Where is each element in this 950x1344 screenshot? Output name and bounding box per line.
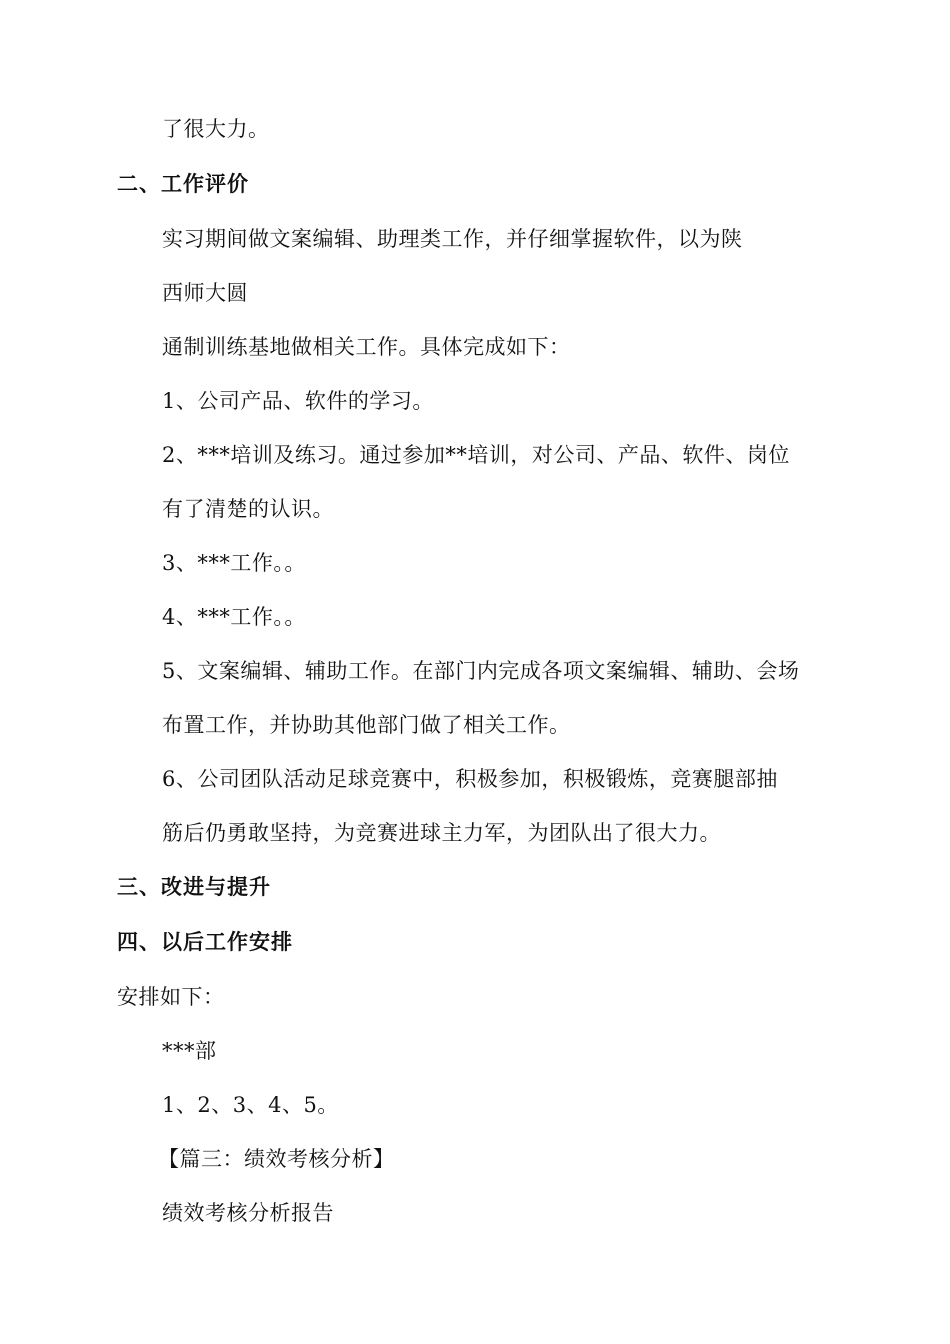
list-item: 4、***工作。。 bbox=[162, 605, 306, 629]
list-item: 1、公司产品、软件的学习。 bbox=[162, 389, 434, 413]
list-item: 6、公司团队活动足球竞赛中，积极参加，积极锻炼，竞赛腿部抽 bbox=[162, 767, 778, 791]
list-item: 2、***培训及练习。通过参加**培训，对公司、产品、软件、岗位 bbox=[162, 443, 790, 467]
paragraph-continuation: 了很大力。 bbox=[162, 117, 270, 141]
paragraph-line: 安排如下： bbox=[117, 985, 225, 1009]
section-heading-future-plan: 四、以后工作安排 bbox=[117, 930, 293, 954]
list-numbers: 1、2、3、4、5。 bbox=[162, 1093, 339, 1117]
section-heading-work-evaluation: 二、工作评价 bbox=[117, 172, 249, 196]
section-heading-improvement: 三、改进与提升 bbox=[117, 875, 271, 899]
list-item-continuation: 筋后仍勇敢坚持，为竞赛进球主力军，为团队出了很大力。 bbox=[162, 821, 721, 845]
list-item: 3、***工作。。 bbox=[162, 551, 306, 575]
chapter-title: 【篇三：绩效考核分析】 bbox=[158, 1147, 395, 1171]
list-item: 5、文案编辑、辅助工作。在部门内完成各项文案编辑、辅助、会场 bbox=[162, 659, 800, 683]
department-label: ***部 bbox=[162, 1039, 217, 1063]
list-item-continuation: 有了清楚的认识。 bbox=[162, 497, 334, 521]
paragraph-line: 通制训练基地做相关工作。具体完成如下： bbox=[162, 335, 571, 359]
paragraph-line: 实习期间做文案编辑、助理类工作，并仔细掌握软件，以为陕 bbox=[162, 227, 743, 251]
list-item-continuation: 布置工作，并协助其他部门做了相关工作。 bbox=[162, 713, 571, 737]
report-title: 绩效考核分析报告 bbox=[162, 1201, 334, 1225]
paragraph-line: 西师大圆 bbox=[162, 281, 248, 305]
